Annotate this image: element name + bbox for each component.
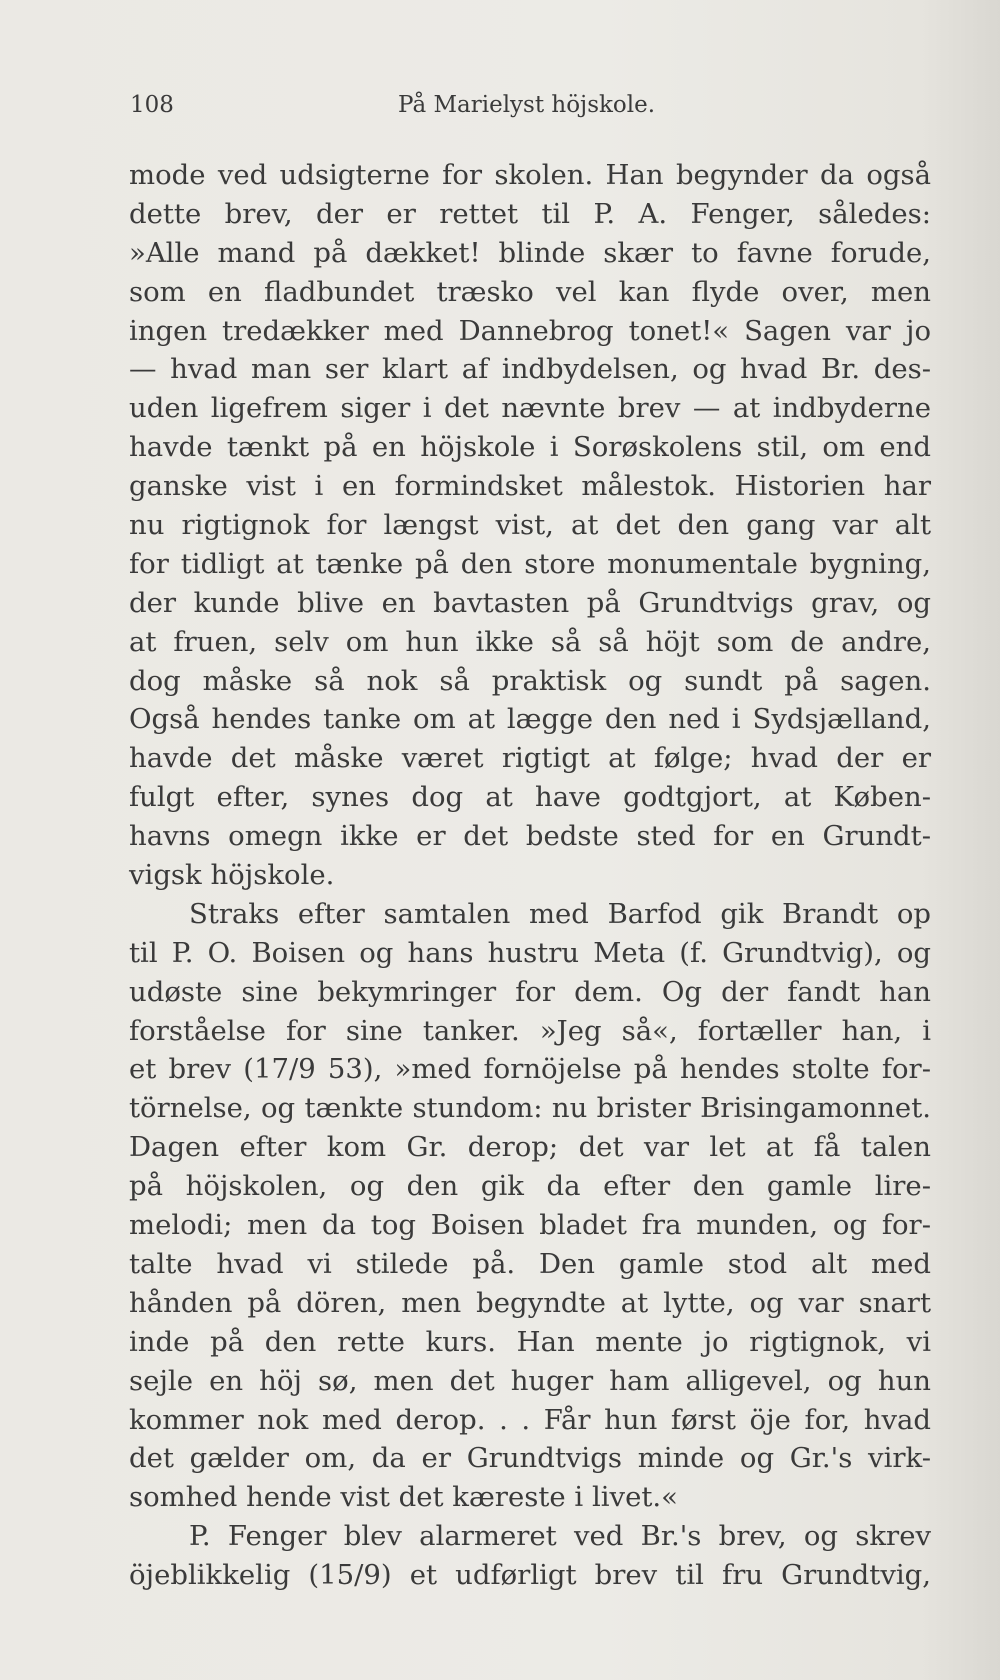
page-header [130,92,670,128]
paragraph-start-line: Straks efter samtalen med Barfod gik Brandt op [189,897,931,930]
text-line: havde tænkt på en höjskole i Sorøskolens stil, om end [129,431,931,464]
text-line: sejle en höj sø, men det huger ham alligevel, og hun [129,1364,931,1397]
text-line: Også hendes tanke om at lægge den ned i Sydsjælland, [129,703,931,736]
text-line: melodi; men da tog Boisen bladet fra munden, og for- [129,1209,931,1242]
text-line: på höjskolen, og den gik da efter den gamle lire- [129,1170,931,1203]
page-number: 108 [130,92,174,118]
text-line: öjeblikkelig (15/9) et udførligt brev til fru Grundtvig, [129,1559,931,1592]
text-line: som en fladbundet træsko vel kan flyde over, men [129,275,931,308]
text-line: ganske vist i en formindsket målestok. Historien har [129,470,931,503]
text-line: for tidligt at tænke på den store monumentale bygning, [129,547,931,580]
paragraph-start-line: P. Fenger blev alarmeret ved Br.'s brev, og skrev [189,1520,931,1553]
text-line: hånden på dören, men begyndte at lytte, og var snart [129,1286,931,1319]
text-line: mode ved udsigterne for skolen. Han begynder da også [129,159,931,191]
text-line: törnelse, og tænkte stundom: nu brister Brisingamonnet. [129,1092,931,1125]
text-line: Dagen efter kom Gr. derop; det var let at få talen [129,1131,931,1164]
text-line: havns omegn ikke er det bedste sted for en Grundt- [129,820,931,853]
running-title: På Marielyst höjskole. [398,92,656,118]
text-line: — hvad man ser klart af indbydelsen, og hvad Br. des- [129,353,931,386]
text-line: »Alle mand på dækket! blinde skær to favne forude, [129,236,931,269]
text-line: at fruen, selv om hun ikke så så höjt som de andre, [129,625,931,658]
text-line: havde det måske været rigtigt at følge; hvad der er [129,742,931,775]
text-line: dette brev, der er rettet til P. A. Fenger, således: [129,197,931,230]
paragraph-end-line: somhed hende vist det kæreste i livet.« [129,1481,678,1514]
text-line: nu rigtignok for længst vist, at det den gang var alt [129,509,931,542]
text-line: uden ligefrem siger i det nævnte brev — at indbyderne [129,392,931,425]
text-line: til P. O. Boisen og hans hustru Meta (f. Grundtvig), og [129,936,931,969]
text-line: forståelse for sine tanker. »Jeg så«, fortæller han, i [129,1014,931,1047]
paragraph-end-line: vigsk höjskole. [129,859,335,892]
text-line: et brev (17/9 53), »med fornöjelse på hendes stolte for- [129,1053,931,1086]
text-line: ingen tredækker med Dannebrog tonet!« Sagen var jo [129,314,931,347]
body-text [129,156,931,1595]
text-line: kommer nok med derop. . . Får hun først öje for, hvad [129,1403,931,1436]
text-line: talte hvad vi stilede på. Den gamle stod alt med [129,1247,931,1280]
text-line: dog måske så nok så praktisk og sundt på sagen. [129,664,931,697]
text-line: udøste sine bekymringer for dem. Og der fandt han [129,975,931,1008]
text-line: der kunde blive en bavtasten på Grundtvigs grav, og [129,586,931,619]
text-line: fulgt efter, synes dog at have godtgjort, at Køben- [129,781,931,814]
text-line: inde på den rette kurs. Han mente jo rigtignok, vi [129,1325,931,1358]
text-line: det gælder om, da er Grundtvigs minde og Gr.'s virk- [129,1442,931,1475]
